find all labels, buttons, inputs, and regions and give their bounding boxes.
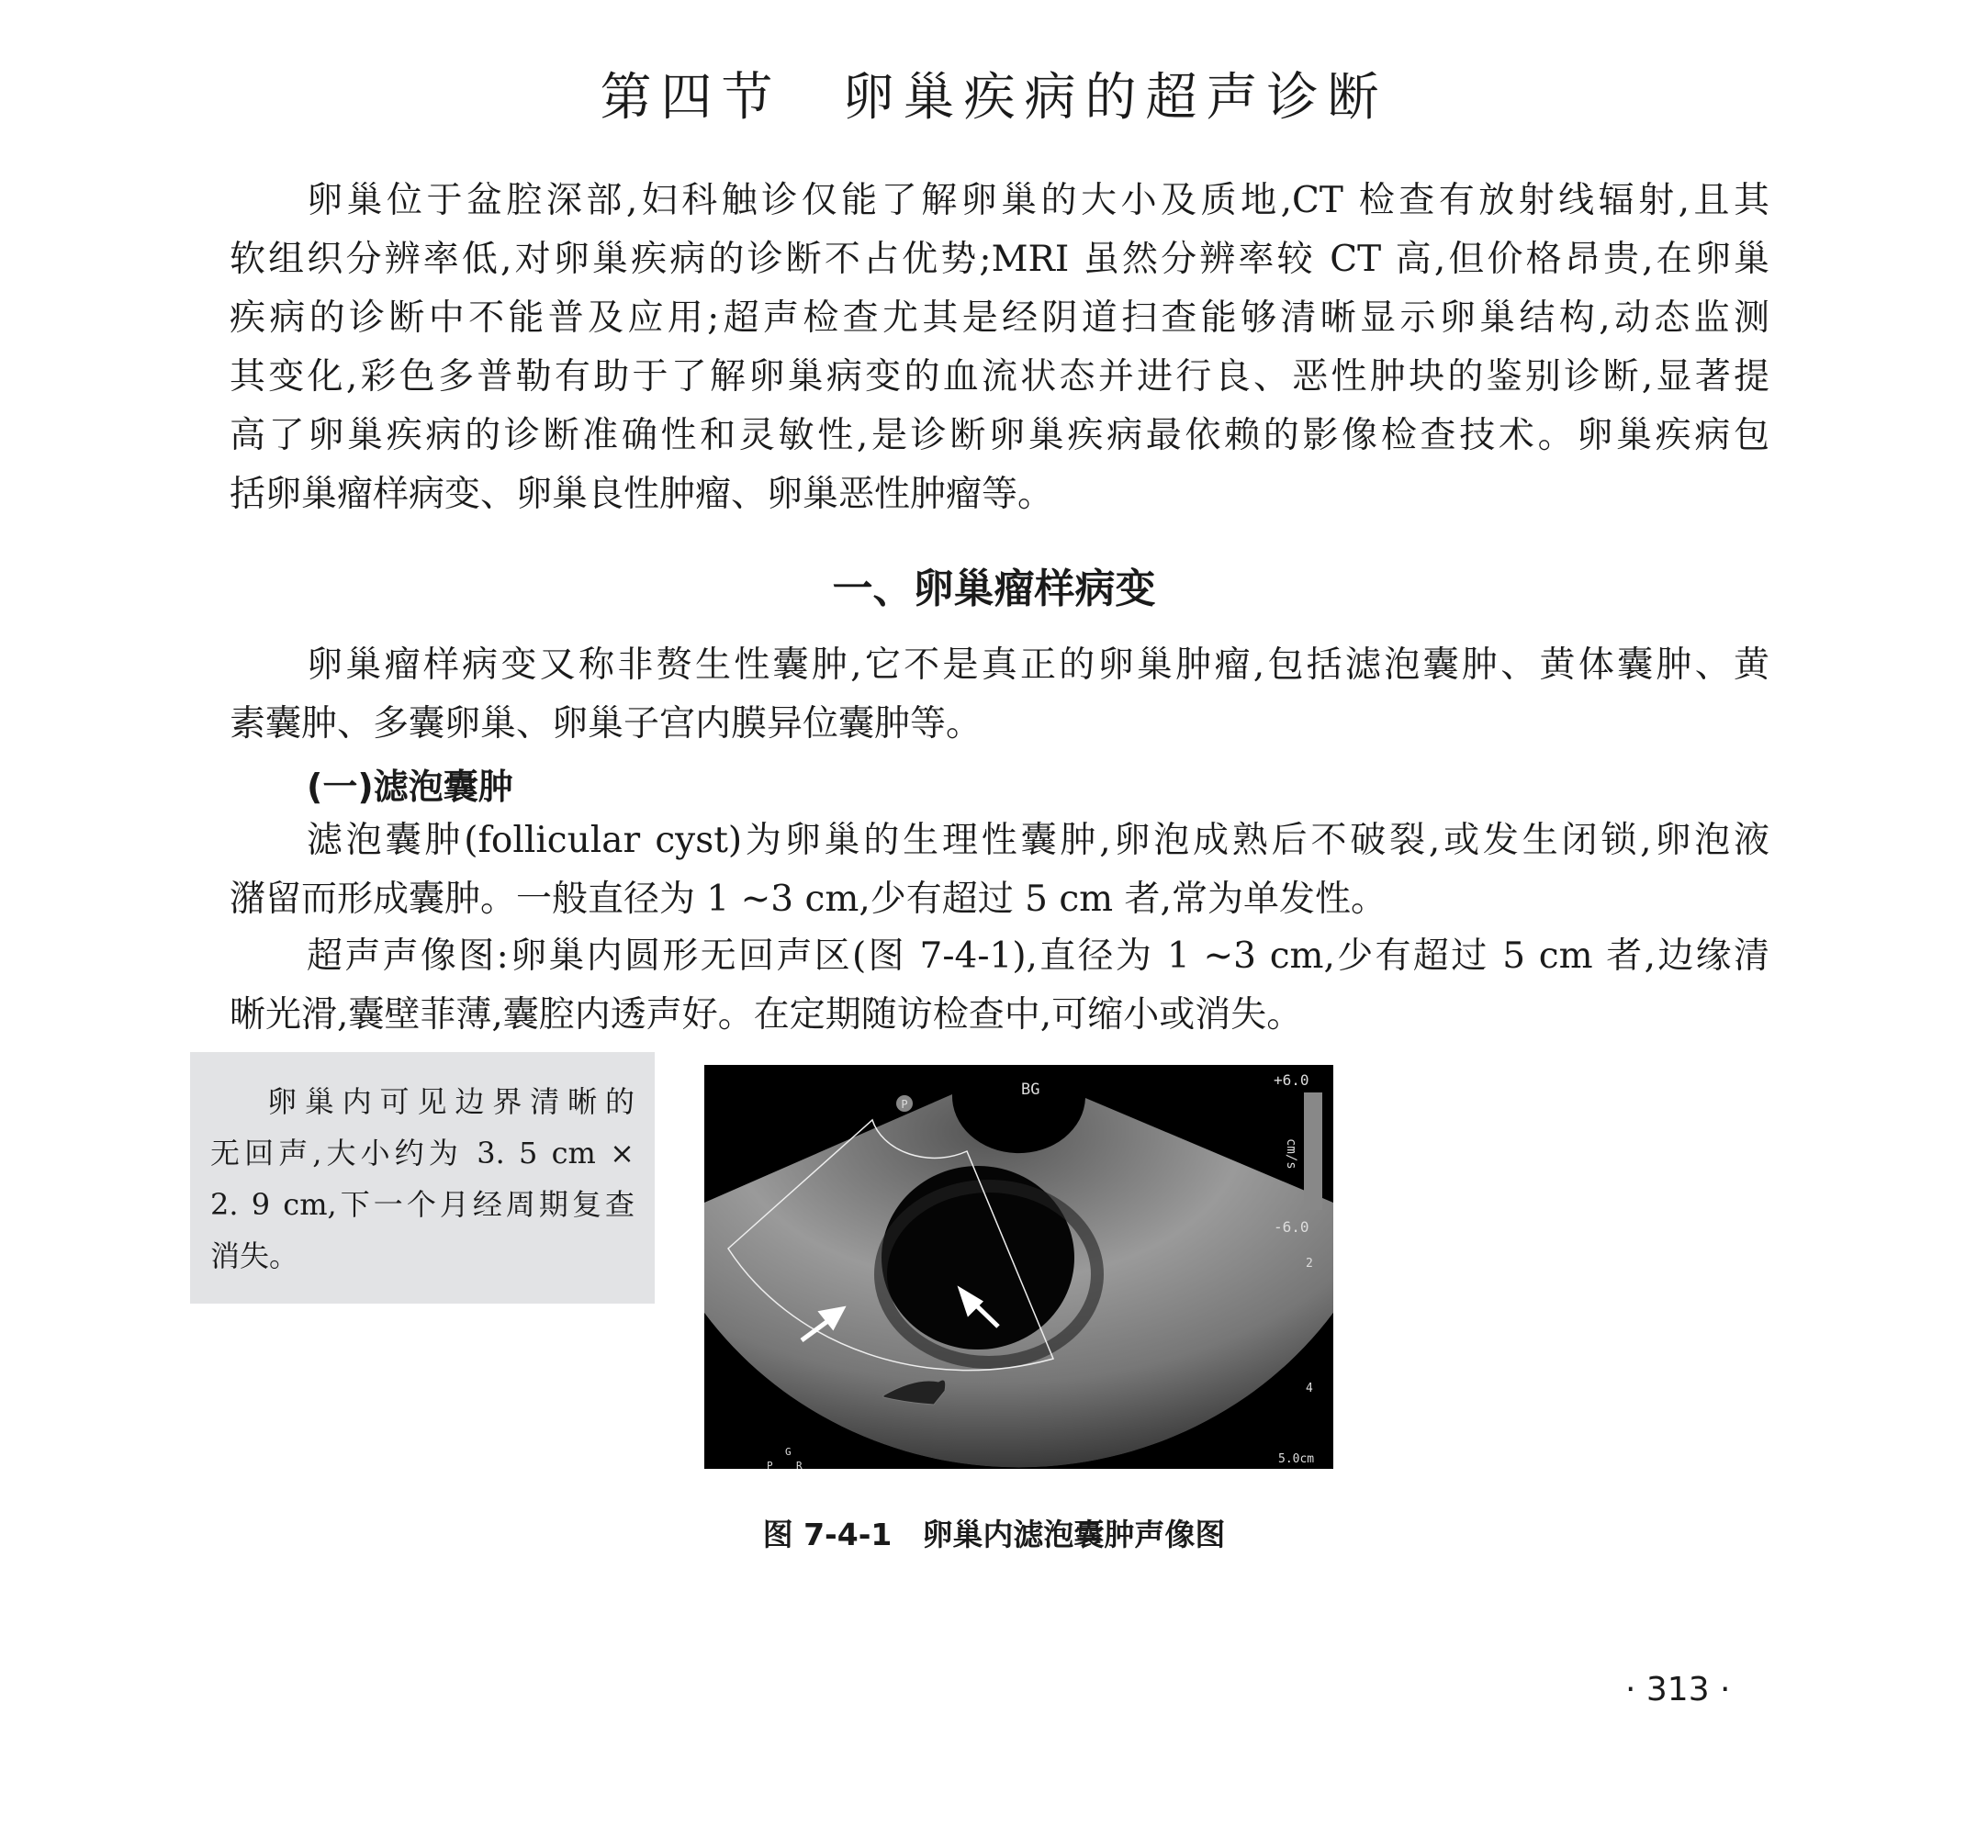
side-note-line: 消失。 [210,1238,299,1273]
body-text-line: 高了卵巢疾病的诊断准确性和灵敏性,是诊断卵巢疾病最依赖的影像检查技术。卵巢疾病包 [230,415,1769,456]
section-heading: 一、卵巢瘤样病变 [832,566,1156,612]
subsection-heading: (一)滤泡囊肿 [307,767,513,807]
side-note-line: 2. 9 cm,下一个月经周期复查 [210,1187,635,1222]
svg-text:2: 2 [1306,1257,1313,1271]
svg-text:P: P [767,1460,773,1469]
figure-caption: 图 7-4-1 卵巢内滤泡囊肿声像图 [762,1517,1226,1552]
body-text-line: 素囊肿、多囊卵巢、卵巢子宫内膜异位囊肿等。 [230,703,983,745]
side-note-line: 卵巢内可见边界清晰的 [267,1084,635,1119]
svg-text:P: P [901,1098,908,1111]
svg-text:R: R [796,1460,803,1469]
svg-text:G: G [785,1446,792,1458]
velocity-scale-bar [1304,1092,1322,1210]
body-text-line: 其变化,彩色多普勒有助于了解卵巢病变的血流状态并进行良、恶性肿块的鉴别诊断,显著提 [230,356,1769,398]
body-text-line: 超声声像图:卵巢内圆形无回声区(图 7-4-1),直径为 1 ~3 cm,少有超过 5 cm 者,边缘清 [307,935,1769,977]
page-number: · 313 · [1625,1671,1731,1708]
chapter-section-title: 第四节 卵巢疾病的超声诊断 [600,68,1388,128]
body-text-line: 疾病的诊断中不能普及应用;超声检查尤其是经阴道扫查能够清晰显示卵巢结构,动态监测 [230,297,1769,339]
body-text-line: 潴留而形成囊肿。一般直径为 1 ~3 cm,少有超过 5 cm 者,常为单发性。 [230,879,1387,920]
body-text-line: 卵巢瘤样病变又称非赘生性囊肿,它不是真正的卵巢肿瘤,包括滤泡囊肿、黄体囊肿、黄 [307,644,1769,686]
body-text-line: 括卵巢瘤样病变、卵巢良性肿瘤、卵巢恶性肿瘤等。 [230,474,1054,515]
figure-side-note [190,1052,655,1304]
body-text-line: 晰光滑,囊壁菲薄,囊腔内透声好。在定期随访检查中,可缩小或消失。 [230,994,1303,1036]
svg-text:4: 4 [1306,1382,1313,1395]
body-text-line: 滤泡囊肿(follicular cyst)为卵巢的生理性囊肿,卵泡成熟后不破裂,或发生闭锁,卵泡液 [307,820,1769,861]
body-text-line: 卵巢位于盆腔深部,妇科触诊仅能了解卵巢的大小及质地,CT 检查有放射线辐射,且其 [307,180,1769,221]
body-text-line: 软组织分辨率低,对卵巢疾病的诊断不占优势;MRI 虽然分辨率较 CT 高,但价格昂贵,在卵巢 [230,239,1769,280]
svg-text:-6.0: -6.0 [1274,1218,1309,1236]
svg-text:cm/s: cm/s [1284,1138,1298,1170]
ultrasound-image [704,1065,1333,1469]
svg-text:BG: BG [1021,1081,1040,1099]
side-note-line: 无回声,大小约为 3. 5 cm × [210,1136,635,1170]
svg-text:+6.0: +6.0 [1274,1071,1309,1089]
svg-text:5.0cm: 5.0cm [1278,1452,1315,1466]
